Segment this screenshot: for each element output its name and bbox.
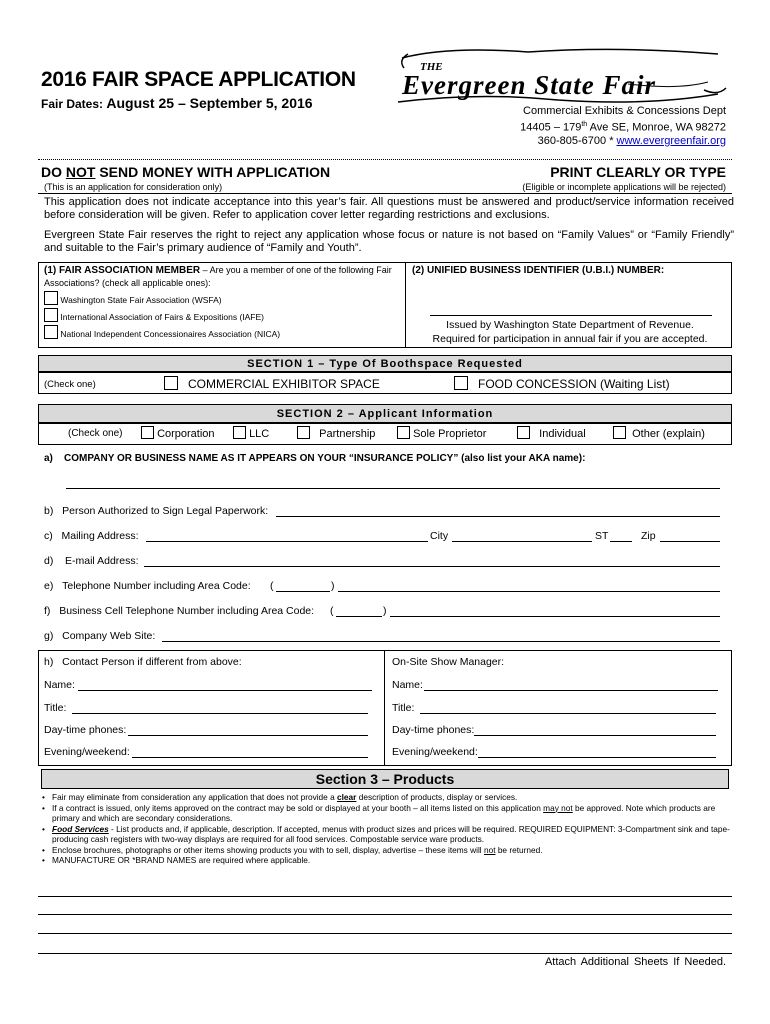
fair-dates	[41, 95, 313, 111]
products-line-4[interactable]	[38, 953, 732, 954]
mailing-address-label: c) Mailing Address:	[44, 530, 139, 542]
notice-paragraph-1: This application does not indicate acceptance into this year’s fair. All questions must be answered and product/service information received before consideration will be given. Refer to application cover letter regarding restrictions and exclusions.	[44, 196, 734, 221]
area-code-input[interactable]	[276, 591, 330, 592]
zip-input[interactable]	[660, 541, 720, 542]
ubi-input-line[interactable]	[430, 315, 712, 316]
dept-contact: 360-805-6700 * www.evergreenfair.org	[537, 134, 726, 147]
state-label: ST	[595, 530, 609, 542]
telephone-label: e) Telephone Number including Area Code:	[44, 580, 251, 592]
zip-label: Zip	[641, 530, 656, 542]
cell-phone-label: f) Business Cell Telephone Number including Area Code:	[44, 605, 315, 617]
city-label: City	[430, 530, 449, 542]
cell-phone-input[interactable]	[390, 616, 720, 617]
print-clearly-heading: PRINT CLEARLY OR TYPE	[550, 164, 726, 180]
products-line-1[interactable]	[38, 896, 732, 897]
onsite-name-input[interactable]	[424, 690, 718, 691]
checkbox[interactable]	[613, 426, 626, 439]
print-clearly-sub: (Eligible or incomplete applications will be rejected)	[522, 182, 726, 192]
food-concession-option[interactable]: FOOD CONCESSION (Waiting List)	[454, 376, 670, 391]
cell-area-close: )	[383, 605, 387, 617]
onsite-title-input[interactable]	[420, 713, 716, 714]
products-line-2[interactable]	[38, 914, 732, 915]
cell-area-code-input[interactable]	[336, 616, 382, 617]
page-title: 2016 FAIR SPACE APPLICATION	[41, 68, 356, 91]
entity-individual[interactable]: Individual	[517, 426, 586, 440]
section-2-header: SECTION 2 – Applicant Information	[38, 404, 732, 423]
contact-daytime-label: Day-time phones:	[44, 724, 127, 736]
website-label: g) Company Web Site:	[44, 630, 156, 642]
checkbox[interactable]	[517, 426, 530, 439]
bullet-contract-items: • If a contract is issued, only items approved on the contract may be sold or displayed at your booth – all items listed on this application may not be approved. Note which products are primary and which are secondary considerations.	[42, 803, 732, 824]
ubi-title: (2) UNIFIED BUSINESS IDENTIFIER (U.B.I.) NUMBER:	[412, 265, 665, 276]
checkbox[interactable]	[397, 426, 410, 439]
checkbox[interactable]	[141, 426, 154, 439]
fair-dates-label: Fair Dates:	[41, 97, 104, 111]
ubi-notes: Issued by Washington State Department of Revenue. Required for participation in annual fair if you are accepted.	[432, 319, 708, 345]
onsite-evening-label: Evening/weekend:	[392, 746, 478, 758]
products-line-3[interactable]	[38, 933, 732, 934]
divider	[384, 650, 385, 766]
association-option-nica[interactable]: National Independent Concessionaires Association (NICA)	[44, 325, 280, 342]
notice-paragraph-2: Evergreen State Fair reserves the right to reject any application whose focus or nature is not based on “Family Values” or “Family Friendly” and suitable to the Fair’s primary audience of “Family and Youth”.	[44, 229, 734, 254]
contact-evening-input[interactable]	[132, 757, 368, 758]
attach-sheets-note: Attach Additional Sheets If Needed.	[544, 956, 726, 968]
entity-partnership[interactable]: Partnership	[297, 426, 375, 440]
entity-llc[interactable]: LLC	[233, 426, 269, 440]
check-one-label: (Check one)	[44, 379, 96, 390]
website-link[interactable]: www.evergreenfair.org	[616, 134, 726, 147]
dept-name: Commercial Exhibits & Concessions Dept	[523, 105, 726, 117]
checkbox[interactable]	[44, 308, 58, 322]
fair-dates-value: August 25 – September 5, 2016	[106, 95, 313, 111]
website-input[interactable]	[162, 641, 720, 642]
onsite-name-label: Name:	[392, 679, 423, 691]
contact-title-input[interactable]	[72, 713, 368, 714]
association-options	[44, 291, 280, 342]
checkbox[interactable]	[297, 426, 310, 439]
contact-name-label: Name:	[44, 679, 75, 691]
divider	[405, 262, 406, 348]
contact-title-label: Title:	[44, 702, 67, 714]
association-option-wsfa[interactable]: Washington State Fair Association (WSFA)	[44, 291, 280, 308]
checkbox[interactable]	[44, 291, 58, 305]
no-money-sub: (This is an application for consideration only)	[44, 182, 223, 192]
contact-evening-label: Evening/weekend:	[44, 746, 130, 758]
evergreen-state-fair-logo	[388, 44, 728, 106]
products-instructions	[42, 792, 732, 866]
dept-street: 14405 – 179th Ave SE, Monroe, WA 98272	[520, 121, 726, 134]
mailing-address-input[interactable]	[146, 541, 428, 542]
authorized-person-label: b) Person Authorized to Sign Legal Paperwork:	[44, 505, 269, 517]
email-input[interactable]	[144, 566, 720, 567]
area-code-open: (	[270, 580, 274, 592]
bullet-clear-description: • Fair may eliminate from consideration any application that does not provide a clear description of products, display or services.	[42, 792, 732, 803]
state-input[interactable]	[610, 541, 632, 542]
area-code-close: )	[331, 580, 335, 592]
logo-the: THE	[420, 61, 443, 73]
onsite-daytime-input[interactable]	[474, 735, 716, 736]
bullet-enclose-brochures: • Enclose brochures, photographs or other items showing products you with to sell, display, advertise – these items will not be returned.	[42, 845, 732, 856]
company-name-input[interactable]	[66, 488, 720, 489]
checkbox[interactable]	[454, 376, 468, 390]
association-option-iafe[interactable]: International Association of Fairs & Expositions (IAFE)	[44, 308, 280, 325]
onsite-title-label: Title:	[392, 702, 415, 714]
checkbox[interactable]	[164, 376, 178, 390]
dept-address	[520, 105, 726, 148]
checkbox[interactable]	[233, 426, 246, 439]
bullet-brand-names: • MANUFACTURE OR *BRAND NAMES are required where applicable.	[42, 855, 732, 866]
section-1-header: SECTION 1 – Type Of Boothspace Requested	[38, 355, 732, 372]
city-input[interactable]	[452, 541, 592, 542]
commercial-exhibitor-option[interactable]: COMMERCIAL EXHIBITOR SPACE	[164, 376, 380, 391]
divider	[38, 159, 732, 160]
contact-daytime-input[interactable]	[128, 735, 368, 736]
contact-name-input[interactable]	[78, 690, 372, 691]
association-question: (1) FAIR ASSOCIATION MEMBER – Are you a member of one of the following Fair Associations? (check all applicable ones):	[44, 265, 392, 288]
section-3-header: Section 3 – Products	[41, 769, 729, 789]
telephone-input[interactable]	[338, 591, 720, 592]
cell-area-open: (	[330, 605, 334, 617]
check-one-label: (Check one)	[68, 428, 123, 439]
contact-person-label: h) Contact Person if different from above:	[44, 656, 242, 668]
onsite-manager-label: On-Site Show Manager:	[392, 656, 505, 668]
company-name-label: a) COMPANY OR BUSINESS NAME AS IT APPEARS ON YOUR “INSURANCE POLICY” (also list your AKA name):	[44, 453, 586, 464]
checkbox[interactable]	[44, 325, 58, 339]
entity-sole-proprietor[interactable]: Sole Proprietor	[397, 426, 486, 440]
divider	[38, 193, 732, 194]
email-label: d) E-mail Address:	[44, 555, 139, 567]
authorized-person-input[interactable]	[276, 516, 720, 517]
bullet-food-services: • Food Services - List products and, if applicable, description. If accepted, menus with product sizes and prices will be required. REQUIRED EQUIPMENT: 3-Compartment sink and tape-producing cash registers with two-way displays are required for all food services. Compostable service ware products.	[42, 824, 732, 845]
onsite-daytime-label: Day-time phones:	[392, 724, 475, 736]
no-money-heading: DO NOT SEND MONEY WITH APPLICATION	[41, 164, 331, 180]
entity-corporation[interactable]: Corporation	[141, 426, 215, 440]
entity-other[interactable]: Other (explain)	[613, 426, 705, 440]
onsite-evening-input[interactable]	[478, 757, 716, 758]
logo-text: Evergreen State Fair	[402, 70, 656, 100]
